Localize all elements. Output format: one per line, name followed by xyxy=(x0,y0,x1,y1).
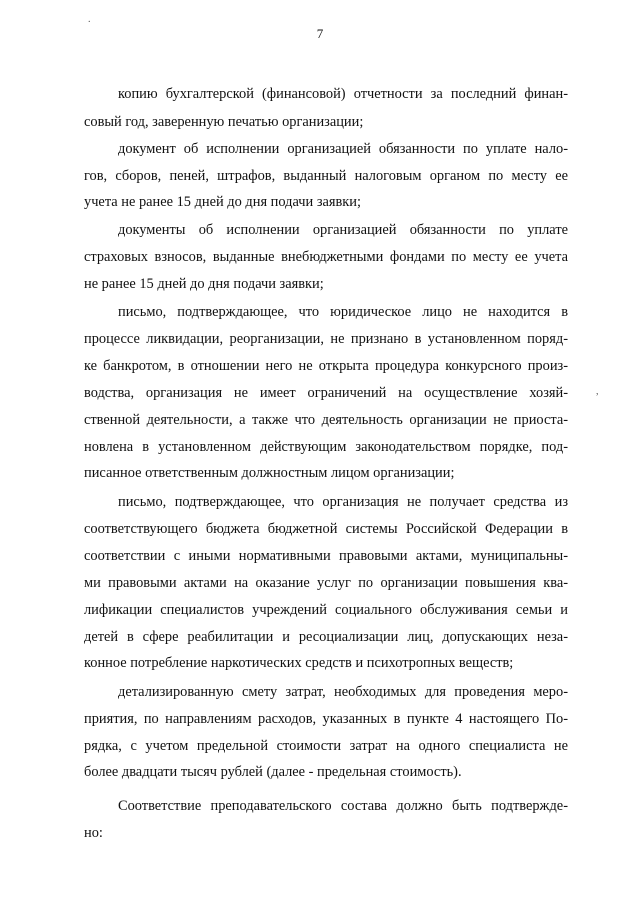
text-line: гов, сборов, пеней, штрафов, выданный налоговым органом по месту ее xyxy=(84,168,568,184)
text-line: конное потребление наркотических средств и психотропных веществ; xyxy=(84,655,514,671)
text-line: документы об исполнении организацией обязанности по уплате xyxy=(118,222,568,238)
text-line: соответствии с иными нормативными правовыми актами, муниципальны- xyxy=(84,548,568,564)
page-number: 7 xyxy=(316,26,324,41)
text-line: приятия, по направлениям расходов, указанных в пункте 4 настоящего По- xyxy=(84,711,568,727)
text-line: детализированную смету затрат, необходимых для проведения меро- xyxy=(118,684,568,700)
text-line: более двадцати тысяч рублей (далее - предельная стоимость). xyxy=(84,764,462,780)
text-line: учета не ранее 15 дней до дня подачи заявки; xyxy=(84,194,361,210)
text-line: рядка, с учетом предельной стоимости затрат на одного специалиста не xyxy=(84,738,568,754)
text-line: Соответствие преподавательского состава должно быть подтвержде- xyxy=(118,798,568,814)
text-line: водства, организация не имеет ограничений на осуществление хозяй- xyxy=(84,385,568,401)
text-line: документ об исполнении организацией обязанности по уплате нало- xyxy=(118,141,568,157)
text-line: не ранее 15 дней до дня подачи заявки; xyxy=(84,276,324,292)
text-line: ке банкротом, в отношении него не открыта процедура конкурсного произ- xyxy=(84,358,568,374)
scan-mark: , xyxy=(596,386,599,397)
text-line: страховых взносов, выданные внебюджетными фондами по месту ее учета xyxy=(84,249,568,265)
text-line: процессе ликвидации, реорганизации, не признано в установленном поряд- xyxy=(84,331,568,347)
scan-mark: . xyxy=(88,14,91,25)
text-line: письмо, подтверждающее, что юридическое лицо не находится в xyxy=(118,304,568,320)
text-line: письмо, подтверждающее, что организация не получает средства из xyxy=(118,494,568,510)
text-line: но: xyxy=(84,825,103,841)
text-line: ми правовыми актами на оказание услуг по организации повышения ква- xyxy=(84,575,568,591)
text-line: копию бухгалтерской (финансовой) отчетности за последний финан- xyxy=(118,86,568,102)
text-line: соответствующего бюджета бюджетной системы Российской Федерации в xyxy=(84,521,568,537)
text-line: новлена в установленном действующим законодательством порядке, под- xyxy=(84,439,568,455)
text-line: ственной деятельности, а также что деятельность организации не приоста- xyxy=(84,412,568,428)
text-line: детей в сфере реабилитации и ресоциализации лиц, допускающих неза- xyxy=(84,629,568,645)
text-line: совый год, заверенную печатью организации; xyxy=(84,114,364,130)
text-line: писанное ответственным должностным лицом организации; xyxy=(84,465,455,481)
text-line: лификации специалистов учреждений социального обслуживания семьи и xyxy=(84,602,568,618)
